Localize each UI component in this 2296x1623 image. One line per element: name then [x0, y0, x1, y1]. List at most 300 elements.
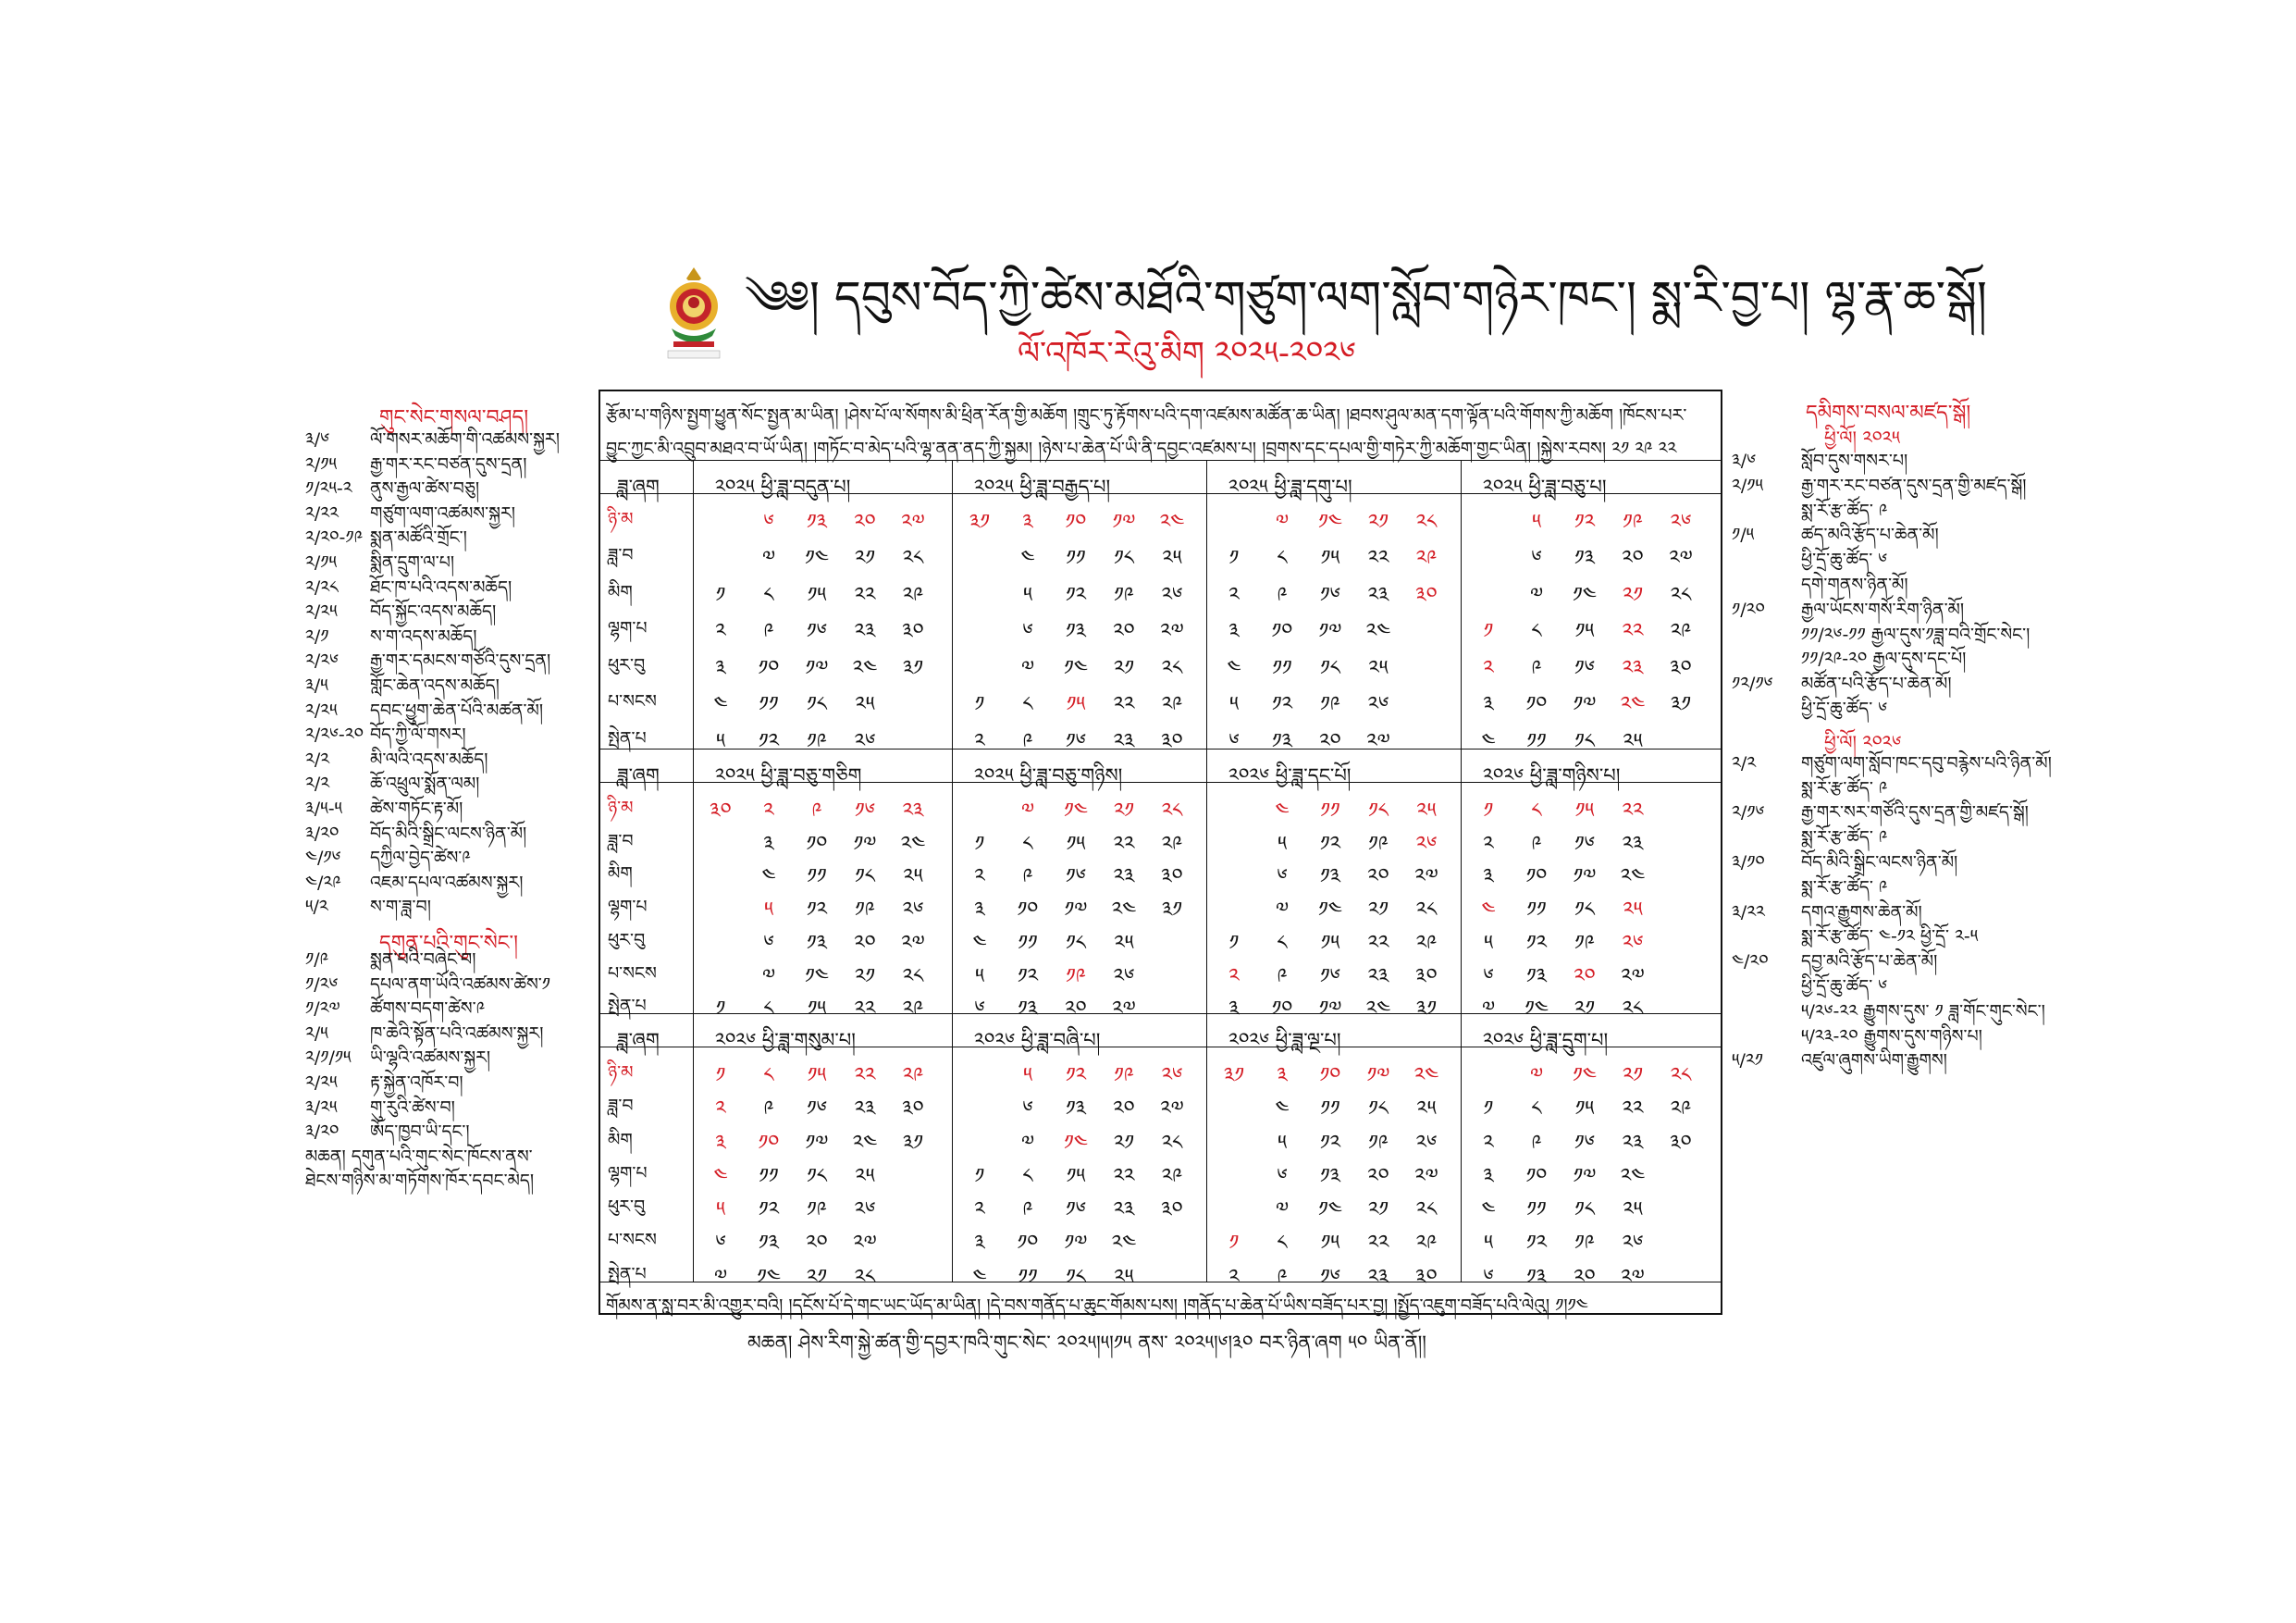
day-cell: ༡༢ [758, 729, 780, 753]
month-header: ༢༠༢༦ ཕྱི་ཟླ་གཉིས་པ། [1483, 764, 1621, 787]
left-holiday-item [305, 549, 583, 576]
day-cell: ༨ [1022, 832, 1033, 856]
day-cell: ༢ [763, 799, 774, 823]
day-cell: ༩ [1531, 656, 1542, 680]
day-cell: ༥ [1484, 931, 1493, 955]
day-cell: ༣༠ [1670, 1131, 1692, 1155]
right-event-item [1732, 799, 2028, 826]
day-cell: ༢ [1483, 1131, 1494, 1155]
item-text: དགེ་གནས་ཉིན་མོ། [1801, 575, 1908, 595]
day-cell: ༤ [1481, 729, 1496, 753]
day-cell: ༩ [1277, 964, 1288, 988]
day-cell: ༢༦ [854, 1198, 876, 1222]
day-cell: ༢༢ [1622, 620, 1644, 644]
day-cell: ༩ [811, 799, 822, 823]
day-cell: ༡༤ [1064, 799, 1088, 823]
day-cell: ༢ [974, 865, 985, 889]
day-cell: ༡༢ [1065, 1064, 1087, 1087]
day-cell: ༡༧ [1366, 1064, 1390, 1087]
item-text: ཚོགས་བདག་ཚེས་༩ [370, 998, 486, 1020]
day-cell: ༡༣ [1065, 1097, 1086, 1121]
day-cell: ༩ [763, 1097, 774, 1121]
day-cell: ༢༩ [1670, 620, 1692, 644]
day-cell: ༡༢ [1525, 1232, 1548, 1256]
day-cell: ༢༡ [1113, 799, 1135, 823]
day-cell: ༢༤ [1620, 1164, 1646, 1188]
item-date: ༢/༢༨ [305, 576, 339, 598]
day-cell: ༡༣ [1319, 1164, 1340, 1188]
month-header: ༢༠༢༥ ཕྱི་ཟླ་བཅུ་གཉིས། [974, 764, 1123, 787]
item-date: ༢/༢ [1732, 752, 1757, 774]
item-text: ཚད་མའི་རྩོད་པ་ཆེན་མོ། [1801, 525, 1939, 546]
day-cell: ༡༧ [1573, 693, 1597, 717]
left-holiday-item [305, 598, 583, 626]
table-bottom-note: གོམས་ན་སླ་བར་མི་འགྱུར་བའི། །དངོས་པོ་དེ་གང་ཡང་ཡོད་མ་ཡིན། །དེ་བས་གནོད་པ་ཆུང་གོམས་པས། །གནོད་པ་ཆེན་པོ་ཡིས་བཟོད་པར་བྱ། །སྤྱོད་འཇུག་བཟོད་པའི་ལེའུ། ༡།༡༤ [606, 1295, 1588, 1316]
day-cell: ༡༤ [1573, 1064, 1597, 1087]
day-cell: ༥ [716, 729, 725, 753]
item-date: ༡༢/༡༦ [1732, 674, 1773, 695]
day-cell: ༡༠ [1525, 693, 1548, 717]
day-cell: ༡༡ [1526, 898, 1547, 923]
day-cell: ༣༡ [1223, 1064, 1244, 1087]
day-cell: ༢༢ [1113, 693, 1135, 717]
day-cell: ༧ [1020, 799, 1035, 823]
item-date: ༢/༢༥ [305, 1072, 338, 1093]
item-text: བོད་ཀྱི་ལོ་གསར། [370, 725, 466, 746]
day-cell: ༨ [1277, 1232, 1288, 1256]
day-cell: ༢༠ [854, 931, 876, 955]
left-panel-header: གུང་སེང་གསལ་བཤད། [379, 406, 529, 429]
left-holiday-item [305, 574, 583, 601]
right-event-item [1732, 670, 2028, 698]
item-text: ༥/༢༦-༢༢ རྒྱུགས་དུས་ ༡ ཟླ་གོང་གུང་སེང་། [1801, 1000, 2045, 1022]
day-cell: ༣ [1483, 693, 1494, 717]
item-text: སྨ་རོ་རྩ་ཚོད་ ༤-༡༢ ཕྱི་དྲོ་ ༢-༥ [1801, 926, 1979, 948]
day-cell: ༢༤ [1159, 511, 1185, 534]
left-winter-item [305, 1020, 583, 1047]
day-cell: ༡༤ [805, 547, 829, 571]
weekday-label: ཕུར་བུ [608, 1196, 646, 1218]
item-text: ས་ག་ཟླ་བ། [370, 897, 431, 918]
day-cell: ༨ [1277, 547, 1288, 571]
table-top-note-1: རྩོམ་པ་གཉིས་སྤྱག་ཕྱུན་སོང་སྤྱན་མ་ཡིན། །ཤེས་པོ་ལ་སོགས་མི་ཕྲིན་རོན་གྱི་མཆོག །གྲུང་ཏུ་རྟོགས་པའི་དག་འཛམས་མཚོན་ཆ་ཡིན། །ཐབས་ཤུལ་མན་དག་ལྟོན་པའི་གོགས་ཀྱི་མཆོག །ཁོངས་པར་ [606, 405, 1687, 426]
item-date: ༢/༡༦ [1732, 802, 1765, 824]
day-cell: ༢༩ [902, 1064, 924, 1087]
day-cell: ༢༡ [854, 964, 876, 988]
day-cell: ༡༩ [1623, 511, 1643, 534]
day-cell: ༡ [715, 1064, 726, 1087]
day-cell: ༡༦ [806, 620, 827, 644]
right-event-item [1732, 497, 2028, 525]
day-cell: ༦ [1228, 729, 1240, 753]
left-winter-item [305, 946, 583, 973]
day-cell: ༤ [761, 865, 776, 889]
right-event-item [1732, 695, 2028, 723]
day-cell: ༢ [974, 729, 985, 753]
item-text: གུ་རུའི་ཚེས་བ། [370, 1096, 455, 1118]
month-header: ༢༠༢༥ ཕྱི་ཟླ་བདུན་པ། [715, 476, 851, 498]
day-cell: ༡༠ [758, 656, 780, 680]
item-date: ༣/༦ [1732, 451, 1757, 471]
day-cell: ༡༠ [1319, 1064, 1341, 1087]
item-date: ༢/༢༥ [305, 601, 338, 623]
weekday-label: ལྷག་པ [608, 897, 648, 918]
item-text: མཚོན་པའི་རྩོད་པ་ཆེན་མོ། [1801, 674, 1952, 695]
item-text: ཕྱི་དྲོ་ཆུ་ཚོད་ ༦ [1801, 699, 1888, 719]
item-text: སྨན་པའི་བཞེང་བ། [370, 949, 476, 970]
item-text: རྟ་སྐྱེན་འཁོར་བ། [370, 1072, 463, 1093]
item-text: ཚེས་གཏོང་རྟ་མོ། [370, 799, 463, 819]
day-cell: ༢༧ [901, 511, 925, 534]
day-cell: ༣ [1277, 1064, 1288, 1087]
day-cell: ༡༧ [1064, 898, 1088, 923]
day-cell: ༡ [974, 1164, 985, 1188]
day-cell: ༢༣ [854, 620, 876, 644]
item-date: ༡/༩ [305, 949, 329, 970]
day-cell: ༡༡ [1066, 547, 1086, 571]
day-cell: ༤ [972, 1265, 987, 1289]
day-cell: ༢༦ [1622, 1232, 1644, 1256]
day-cell: ༡༣ [1017, 997, 1038, 1022]
day-cell: ༡༠ [1065, 511, 1087, 534]
day-cell: ༨ [1531, 799, 1542, 823]
right-event-item [1732, 621, 2031, 649]
day-cell: ༡༥ [1320, 547, 1340, 571]
day-cell: ༡ [1228, 547, 1240, 571]
day-cell: ༡༧ [805, 656, 829, 680]
day-cell: ༨ [763, 1064, 774, 1087]
day-cell: ༢༧ [1112, 997, 1136, 1022]
day-cell: ༡༣ [1065, 620, 1086, 644]
weekday-label: ཉི་མ [608, 1062, 634, 1083]
day-cell: ༡༣ [1574, 547, 1595, 571]
item-text: མི་ལའི་འདས་མཆོད། [370, 749, 488, 770]
item-text: ལོ་གསར་མཆོག་གི་འཚམས་སྐྱར། [370, 429, 560, 450]
day-cell: ༣ [1228, 997, 1240, 1022]
day-cell: ༨ [1022, 1164, 1033, 1188]
day-cell: ༦ [1022, 1097, 1033, 1121]
day-cell: ༢༩ [1670, 1097, 1692, 1121]
day-cell: ༢༨ [902, 964, 924, 988]
left-holiday-item [305, 721, 583, 749]
left-holiday-item [305, 672, 583, 700]
day-cell: ༡༥ [1066, 1164, 1086, 1188]
weekday-label: ལྷག་པ [608, 618, 648, 639]
weekday-header: ཟླ་ཞག [617, 476, 660, 498]
calendar-table [599, 390, 1722, 1315]
day-cell: ༢༡ [1622, 583, 1644, 607]
day-cell: ༡༥ [1574, 1097, 1595, 1121]
item-date: ༡/༢༧ [305, 998, 340, 1020]
day-cell: ༢༢ [1113, 1164, 1135, 1188]
day-cell: ༤ [972, 931, 987, 955]
day-cell: ༦ [974, 997, 985, 1022]
day-cell: ༢༨ [1415, 1198, 1438, 1222]
day-cell: ༣༠ [1161, 729, 1183, 753]
day-cell: ༡༡ [759, 1164, 779, 1188]
day-cell: ༡༢ [1319, 832, 1341, 856]
day-cell: ༡༩ [1574, 931, 1595, 955]
day-cell: ༢༤ [1620, 865, 1646, 889]
day-cell: ༡༨ [1368, 1097, 1389, 1121]
left-winter-item [305, 1094, 583, 1121]
day-cell: ༢ [1228, 1265, 1240, 1289]
left-winter-item [305, 971, 583, 998]
item-date: ༢/༡༥ [305, 552, 337, 573]
day-cell: ༢༩ [902, 583, 924, 607]
day-cell: ༥ [1278, 1131, 1287, 1155]
item-text: གློང་ཆེན་འདས་མཆོད། [370, 675, 500, 696]
day-cell: ༡༡ [1526, 729, 1547, 753]
weekday-header: ཟླ་ཞག [617, 764, 660, 787]
day-cell: ༦ [1483, 1265, 1494, 1289]
item-text: ༡༡/༢༦-༡༡ རྒྱལ་དུས་༡ཟླ་བའི་གྲོང་སེང་། [1801, 624, 2031, 645]
day-cell: ༡༦ [1065, 1198, 1086, 1222]
day-cell: ༢༧ [1621, 964, 1645, 988]
day-cell: ༡༢ [1574, 511, 1596, 534]
day-cell: ༦ [1277, 1164, 1288, 1188]
day-cell: ༢༡ [1574, 997, 1596, 1022]
day-cell: ༤ [713, 1164, 728, 1188]
day-cell: ༧ [1529, 1064, 1544, 1087]
day-cell: ༡༠ [1017, 898, 1039, 923]
item-text: བོད་མིའི་སྒྲིང་ལངས་ཉིན་མོ། [370, 823, 527, 844]
day-cell: ༡༦ [854, 799, 875, 823]
day-cell: ༡༩ [1574, 1232, 1595, 1256]
day-cell: ༢༤ [1620, 693, 1646, 717]
page-title: ༄༅། དབུས་བོད་ཀྱི་ཚེས་མཐོའི་གཙུག་ལག་སློབ་གཉེར་ཁང་། སྨ་རི་བྱ་པ། ལྷ་རྣ་ཆ་སྒོ། [745, 271, 1988, 325]
day-cell: ༡༣ [1319, 865, 1340, 889]
day-cell: ༡༥ [1574, 799, 1595, 823]
day-cell: ༢༢ [1367, 547, 1389, 571]
day-cell: ༡༡ [1320, 799, 1340, 823]
day-cell: ༢ [1483, 656, 1494, 680]
day-cell: ༢༡ [1113, 1131, 1135, 1155]
item-text: གཙུག་ལག་སློབ་ཁང་དབུ་བརྙེས་པའི་ཉིན་མོ། [1801, 752, 2052, 774]
day-cell: ༢༥ [855, 693, 875, 717]
day-cell: ༢༨ [1415, 511, 1438, 534]
day-cell: ༢༧ [1160, 620, 1184, 644]
day-cell: ༡ [1483, 1097, 1494, 1121]
day-cell: ༩ [1531, 832, 1542, 856]
weekday-label: ཟླ་བ [608, 545, 634, 566]
day-cell: ༡ [1483, 799, 1494, 823]
day-cell: ༢༡ [1367, 1198, 1389, 1222]
day-cell: ༢༤ [1365, 620, 1391, 644]
item-text: སྨིན་དྲུག་ལ་པ། [370, 552, 455, 573]
left-holiday-item [305, 820, 583, 848]
day-cell: ༢༨ [1161, 1131, 1183, 1155]
left-panel-header-2: དགུན་པའི་གུང་སེང་། [379, 932, 518, 955]
day-cell: ༦ [1483, 964, 1494, 988]
institute-logo [659, 262, 729, 364]
weekday-label: ཉི་མ [608, 509, 634, 529]
weekday-label: སྤེན་པ [608, 727, 647, 749]
day-cell: ༢༢ [1113, 832, 1135, 856]
day-cell: ༧ [1020, 1131, 1035, 1155]
day-cell: ༡༣ [806, 931, 827, 955]
day-cell: ༣༡ [1161, 898, 1182, 923]
day-cell: ༢ [974, 1198, 985, 1222]
day-cell: ༦ [715, 1232, 726, 1256]
day-cell: ༡༢ [1271, 693, 1293, 717]
month-header: ༢༠༢༦ ཕྱི་ཟླ་བཞི་པ། [974, 1029, 1101, 1051]
day-cell: ༢༨ [902, 547, 924, 571]
item-date: ༢/༢༠-༡༩ [305, 527, 364, 549]
right-event-item [1732, 447, 2028, 475]
day-cell: ༡༣ [758, 1232, 779, 1256]
left-holiday-item [305, 623, 583, 650]
day-cell: ༣ [1483, 865, 1494, 889]
day-cell: ༡༠ [1271, 997, 1293, 1022]
day-cell: ༢༣ [1367, 964, 1389, 988]
day-cell: ༡༧ [1573, 1164, 1597, 1188]
left-holiday-item [305, 795, 583, 823]
day-cell: ༡༧ [1064, 1232, 1088, 1256]
day-cell: ༢༣ [902, 799, 924, 823]
day-cell: ༡༥ [1574, 620, 1595, 644]
weekday-label: པ་སངས [608, 962, 657, 984]
day-cell: ༢༥ [1162, 547, 1182, 571]
table-vline [952, 460, 953, 1282]
day-cell: ༦ [763, 511, 774, 534]
day-cell: ༢༡ [1622, 1064, 1644, 1087]
day-cell: ༡༨ [855, 865, 875, 889]
day-cell: ༥ [1484, 1232, 1493, 1256]
item-text: དཀྱིལ་བྱེད་ཚེས་༩ [370, 848, 471, 869]
day-cell: ༡༡ [1272, 656, 1292, 680]
day-cell: ༧ [1275, 898, 1290, 923]
day-cell: ༡༦ [1319, 583, 1340, 607]
day-cell: ༧ [713, 1265, 728, 1289]
item-text: ༥/༢༣-༢༠ རྒྱུགས་དུས་གཉིས་པ། [1801, 1025, 1982, 1047]
item-text: ཕྱི་དྲོ་ཆུ་ཚོད་ ༦ [1801, 550, 1888, 571]
day-cell: ༢༩ [1161, 832, 1183, 856]
day-cell: ༢༧ [853, 1232, 877, 1256]
item-text: དཔལ་ནག་ཡོའི་འཚམས་ཚེས་༡ [370, 973, 550, 995]
day-cell: ༢༣ [1622, 656, 1644, 680]
item-date: ༢/༥ [305, 1022, 328, 1044]
day-cell: ༡༩ [1368, 832, 1389, 856]
day-cell: ༢༠ [1065, 997, 1087, 1022]
right-event-item [1732, 849, 2028, 876]
right-event-item [1732, 923, 2028, 950]
day-cell: ༢༠ [1319, 729, 1341, 753]
right-event-item [1732, 1047, 2028, 1074]
item-date: ༣/༢༥ [305, 1096, 338, 1118]
item-date: ༤/༢༩ [305, 872, 341, 893]
table-vline [693, 460, 694, 1282]
right-event-item [1732, 873, 2028, 901]
right-event-item [1732, 596, 2028, 624]
day-cell: ༢༤ [900, 832, 926, 856]
month-header: ༢༠༢༥ ཕྱི་ཟླ་བརྒྱད་པ། [974, 476, 1111, 498]
table-top-note-2: བྱུང་ཀྱང་མི་འབྲུབ་མཐའ་བ་ཡོ་ཡིན། །གཏོང་བ་མེད་པའི་ལྷ་ནན་ནད་ཀྱི་སྐྱམ། །ཉེས་པ་ཆེན་པོ་ཡི་ནི་དབྱང་འཛམས་པ། །བྲགས་དང་དཔལ་གྱི་གཏེར་ཀྱི་མཆོག་གྱང་ཡིན། །སྐྱེས་རབས། ༢༡ ༢༩ ༢༢ [606, 439, 1677, 459]
day-cell: ༢༥ [1368, 656, 1389, 680]
day-cell: ༡༢ [806, 898, 828, 923]
day-cell: ༡༥ [1320, 1232, 1340, 1256]
day-cell: ༢༣ [1113, 1198, 1135, 1222]
day-cell: ༣ [715, 1131, 726, 1155]
item-text: ཨོད་ཁྱབ་ཡི་དང་། [370, 1121, 470, 1143]
day-cell: ༡༦ [1574, 656, 1595, 680]
weekday-label: མིག [608, 1129, 633, 1150]
left-holiday-item [305, 893, 583, 921]
item-date: ༤/༡༦ [305, 848, 341, 869]
day-cell: ༧ [761, 547, 776, 571]
weekday-label: སྤེན་པ [608, 996, 647, 1017]
day-cell: ༡ [715, 583, 726, 607]
day-cell: ༡༡ [1526, 1198, 1547, 1222]
day-cell: ༢༥ [1623, 729, 1643, 753]
day-cell: ༡༣ [806, 511, 827, 534]
day-cell: ༡༦ [1574, 1131, 1595, 1155]
month-header: ༢༠༢༥ ཕྱི་ཟླ་བཅུ་པ། [1483, 476, 1607, 498]
day-cell: ༢༣ [1113, 729, 1135, 753]
day-cell: ༥ [716, 1198, 725, 1222]
item-text: སྨན་མཚོའི་གྲོང་། [370, 527, 467, 549]
day-cell: ༡༤ [1318, 511, 1342, 534]
day-cell: ༨ [1022, 693, 1033, 717]
left-winter-item [305, 1044, 583, 1072]
day-cell: ༢༠ [806, 1232, 828, 1256]
day-cell: ༡༢ [758, 1198, 780, 1222]
day-cell: ༡༡ [1018, 1265, 1038, 1289]
day-cell: ༡༩ [1114, 1064, 1134, 1087]
day-cell: ༧ [1529, 583, 1544, 607]
day-cell: ༡༦ [1574, 832, 1595, 856]
day-cell: ༢༢ [854, 1064, 876, 1087]
item-text: རྒྱ་གར་རང་བཙན་དུས་དྲན། [370, 453, 527, 475]
day-cell: ༣ [974, 1232, 985, 1256]
day-cell: ༢༣ [1367, 583, 1389, 607]
item-text: རྒྱལ་ཡོངས་གསོ་རིག་ཉིན་མོ། [1801, 599, 1965, 620]
day-cell: ༢༥ [855, 1164, 875, 1188]
day-cell: ༢༦ [1113, 964, 1135, 988]
day-cell: ༡༨ [1574, 898, 1595, 923]
day-cell: ༡༨ [1066, 931, 1086, 955]
day-cell: ༡༧ [853, 832, 877, 856]
day-cell: ༡༤ [1318, 898, 1342, 923]
item-date: ༢/༢༥ [305, 700, 338, 721]
day-cell: ༡༧ [1573, 865, 1597, 889]
day-cell: ༢༨ [1622, 997, 1644, 1022]
left-holiday-panel [305, 394, 583, 1319]
day-cell: ༤ [1481, 1198, 1496, 1222]
day-cell: ༢༨ [1161, 799, 1183, 823]
right-event-item [1732, 521, 2028, 549]
day-cell: ༢༦ [1367, 693, 1389, 717]
item-date: ༢/༢༦ [305, 650, 339, 672]
day-cell: ༡༤ [805, 964, 829, 988]
day-cell: ༣༠ [1415, 964, 1438, 988]
day-cell: ༢༥ [903, 865, 923, 889]
item-date: ༣/༢༠ [305, 823, 339, 844]
left-holiday-item [305, 451, 583, 478]
item-date: ༣/༢༢ [1732, 901, 1765, 923]
left-holiday-item [305, 697, 583, 725]
day-cell: ༣༡ [902, 656, 923, 680]
day-cell: ༡༦ [1065, 865, 1086, 889]
item-text: རྒྱ་གར་རང་བཙན་དུས་དྲན་གྱི་མཛད་སྒོ། [1801, 475, 2027, 496]
table-hline [600, 460, 1721, 461]
day-cell: ༩ [1277, 583, 1288, 607]
right-event-item [1732, 774, 2028, 802]
day-cell: ༢༦ [1622, 931, 1644, 955]
year-2025-header: ཕྱི་ལོ། ༢༠༢༥ [1824, 427, 1900, 449]
item-date: ༢/༡/༡༥ [305, 1047, 352, 1069]
day-cell: ༡༩ [807, 729, 827, 753]
